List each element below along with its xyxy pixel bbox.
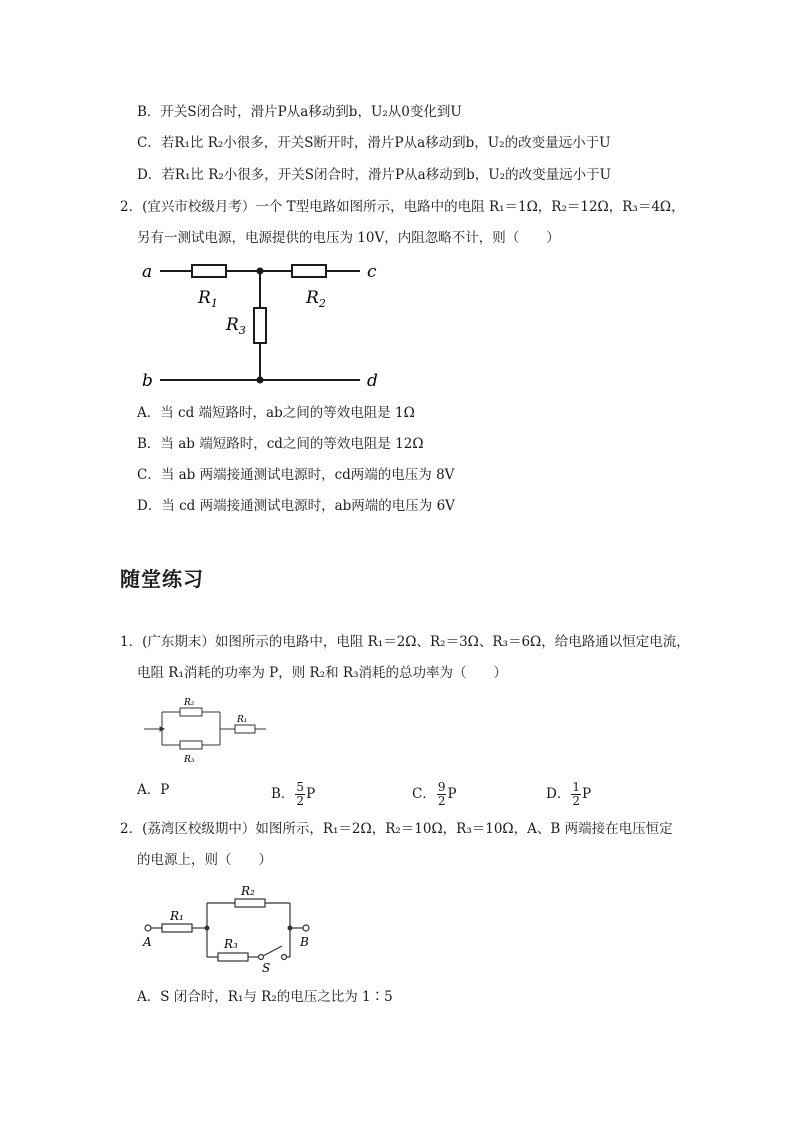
q2-option-d: D．当 cd 两端接通测试电源时，ab两端的电压为 6V (137, 498, 455, 514)
switch-label: S (262, 961, 271, 975)
r3-label: $R_3$ (226, 315, 246, 337)
switch-circuit-diagram (140, 880, 320, 975)
resistor-r2 (235, 899, 265, 907)
p2-stem-line2: 的电源上，则（ ） (137, 852, 272, 868)
q2-stem-line1: 2．(宜兴市校级月考）一个 T型电路如图所示，电路中的电阻 R₁＝1Ω，R₂＝12Ω，R₃＝4Ω， (120, 199, 685, 215)
p2-stem-line1: 2．(荔湾区校级期中）如图所示，R₁＝2Ω，R₂＝10Ω，R₃＝10Ω，A、B 两端接在电压恒定 (120, 821, 673, 837)
resistor-r1 (235, 725, 255, 733)
r1-label: R₁ (170, 909, 184, 923)
p1-stem-line1: 1．(广东期末）如图所示的电路中，电阻 R₁＝2Ω、R₂＝3Ω、R₃＝6Ω，给电路通以恒定电流， (120, 634, 690, 650)
p1-option-a: A．P (137, 782, 170, 798)
t-circuit-diagram (140, 258, 390, 393)
resistor-r2 (292, 265, 326, 277)
r3-label: R₃ (184, 755, 195, 765)
resistor-r3 (180, 741, 202, 749)
p1-option-d: D． $\frac{1}{2}$ P (546, 780, 592, 808)
junction-bottom (257, 377, 264, 384)
parallel-circuit-diagram (140, 692, 270, 767)
prev-option-d: D．若R₁比 R₂小很多，开关S闭合时，滑片P从a移动到b，U₂的改变量远小于U (137, 167, 611, 183)
terminal-a-label: A (143, 935, 152, 949)
resistor-r1 (192, 265, 226, 277)
section-heading: 随堂练习 (120, 567, 204, 591)
terminal-a-label: a (142, 262, 153, 282)
terminal-b-label: B (300, 935, 309, 949)
p1-option-b: B． $\frac{5}{2}$ P (271, 780, 316, 808)
junction-top (257, 268, 264, 275)
r2-label: R₂ (241, 884, 255, 898)
resistor-r1 (162, 924, 192, 932)
terminal-c-label: c (367, 262, 377, 282)
terminal-a-icon (145, 925, 151, 931)
r1-label: $R_1$ (198, 288, 218, 310)
r2-label: R₂ (184, 698, 195, 708)
p2-option-a: A．S 闭合时，R₁与 R₂的电压之比为 1∶5 (137, 989, 393, 1005)
q2-option-c: C．当 ab 两端接通测试电源时，cd两端的电压为 8V (137, 467, 455, 483)
q2-stem-line2: 另有一测试电源，电源提供的电压为 10V，内阻忽略不计，则（ ） (137, 230, 560, 246)
terminal-b-label: b (142, 371, 153, 391)
prev-option-b: B．开关S闭合时，滑片P从a移动到b，U₂从0变化到U (137, 104, 462, 120)
resistor-r2 (180, 708, 202, 716)
prev-option-c: C．若R₁比 R₂小很多，开关S断开时，滑片P从a移动到b，U₂的改变量远小于U (137, 135, 611, 151)
r2-label: $R_2$ (306, 288, 326, 310)
terminal-d-label: d (367, 371, 378, 391)
terminal-b-icon (303, 925, 309, 931)
p1-option-c: C． $\frac{9}{2}$ P (412, 780, 457, 808)
resistor-r3 (254, 308, 266, 343)
switch-s-icon (263, 946, 282, 956)
resistor-r3 (218, 953, 248, 961)
p1-stem-line2: 电阻 R₁消耗的功率为 P，则 R₂和 R₃消耗的总功率为（ ） (137, 665, 507, 681)
q2-option-b: B．当 ab 端短路时，cd之间的等效电阻是 12Ω (137, 436, 424, 452)
r1-label: R₁ (237, 715, 248, 725)
r3-label: R₃ (224, 937, 238, 951)
q2-option-a: A．当 cd 端短路时，ab之间的等效电阻是 1Ω (137, 405, 415, 421)
